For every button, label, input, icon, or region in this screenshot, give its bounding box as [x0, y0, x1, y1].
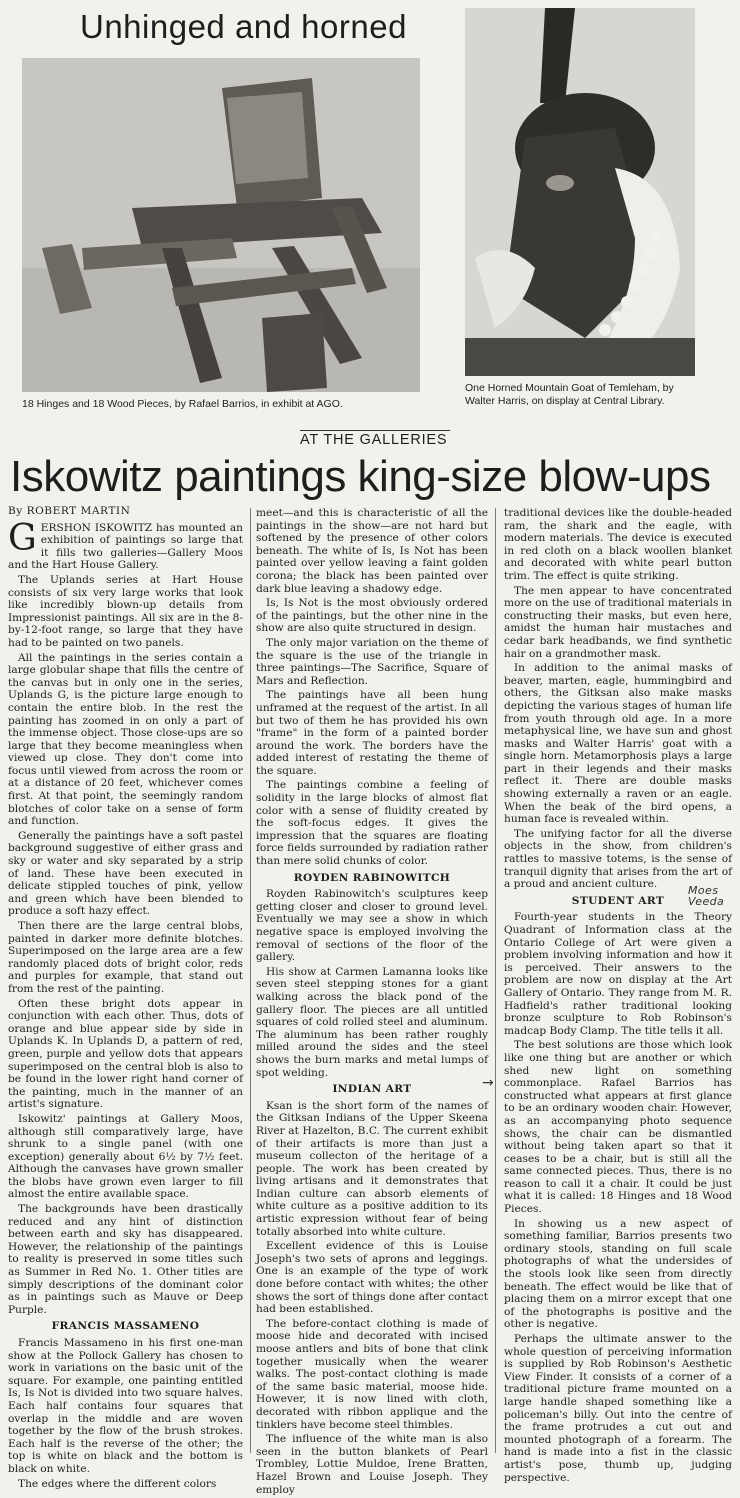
paragraph: His show at Carmen Lamanna looks like seven steel stepping stones for a giant walking across the black pond of the gallery floor. The pieces are all untitled squares of cold rolled steel and aluminum. The aluminum has been rather roughly milled around the sides and the steel shows the burn marks and metal lumps of spot welding.	[256, 965, 488, 1079]
paragraph: Fourth-year students in the Theory Quadrant of Information class at the Ontario College of Art were given a problem involving information and how it is perceived. Their answers to the problem are now on display at the Art Gallery of Ontario. They range from M. R. Hadfield's rather traditional looking bronze sculpture to Rob Robinson's madcap Body Clamp. The title tells it all.	[504, 911, 732, 1037]
paragraph: The best solutions are those which look like one thing but are another or which shed new light on something commonplace. Rafael Barrios has constructed what appears at first glance to be an ordinary wooden chair. However, as an accompanying photo sequence shows, the chair can be dismantled without being taken apart so that it ceases to be a chair, but is still all the same connected pieces. Thus, there is no reason to call it a chair. It could be just what it is called: 18 Hinges and 18 Wood Pieces.	[504, 1039, 732, 1216]
column-divider-1	[250, 508, 251, 1453]
column-divider-2	[495, 508, 496, 1453]
paragraph: traditional devices like the double-headed ram, the shark and the eagle, with modern materials. The device is executed in red cloth on a black woollen blanket and decorated with white pearl button trim. The effect is quite striking.	[504, 507, 732, 582]
paragraph: Excellent evidence of this is Louise Joseph's two sets of aprons and leggings. One is an example of the type of work done before contact with whites; the other shows the sort of things done after contact had been established.	[256, 1240, 488, 1316]
top-headline: Unhinged and horned	[80, 8, 407, 45]
photo-chair-sculpture	[22, 58, 420, 392]
paragraph: The unifying factor for all the diverse objects in the show, from children's rattles to massive totems, is the sense of tranquil dignity that arises from the art of a proud and ancient culture.	[504, 827, 732, 891]
paragraph: meet—and this is characteristic of all the paintings in the show—are not hard but softened by the presence of other colors beneath. The white of Is, Is Not has been painted over yellow leaving a faint golden corona; the black has been painted over dark blue leaving a shadowy edge.	[256, 507, 488, 595]
drop-cap: G	[8, 517, 37, 559]
paragraph: Perhaps the ultimate answer to the whole question of perceiving information is supplied by Rob Robinson's Aesthetic View Finder. It consists of a corner of a traditional picture frame mounted on a large handle shaped something like a policeman's billy. Out into the centre of the frame protrudes a cut out and mounted photograph of a forearm. The hand is made into a fist in the classic artist's pose, thumb up, judging perspective.	[504, 1333, 732, 1484]
paragraph: The Uplands series at Hart House consists of six very large works that look like incredibly blown-up details from Impressionist paintings. All six are in the 8- by-12-foot range, so large that they have had to be painted on two panels.	[8, 573, 243, 649]
paragraph: The paintings have all been hung unframed at the request of the artist. In all but two of them he has provided his own "frame" in the form of a painted border around the work. The borders have the added interest of restating the theme of the square.	[256, 689, 488, 777]
paragraph: The edges where the different colors	[18, 1477, 217, 1490]
chair-sculpture-image	[22, 58, 420, 392]
paragraph: Iskowitz' paintings at Gallery Moos, although still comparatively large, have shrunk to a single panel (with one exception) generally about 6½ by 7½ feet. Although the canvases have grown smaller the blobs have grown even larger to fill almost the entire available space.	[8, 1112, 243, 1201]
byline: By ROBERT MARTIN	[8, 505, 131, 517]
paragraph: The backgrounds have been drastically reduced and any hint of distinction between earth and sky has disappeared. However, the relationship of the paintings to reality is preserved in some titles such as Summer in Red No. 1. Other titles are simply descriptions of the dominant color as in paintings such as Mauve or Deep Purple.	[8, 1203, 243, 1316]
paragraph: All the paintings in the series contain a large globular shape that fills the centre of the canvas but in only one in the series, Uplands G, is the picture large enough to contain the entire blob. In the rest the painting has zoomed in on only a part of the immense object. Those close-ups are so large that they become meaningless when viewed up close. They don't come into focus until viewed from across the room or at a distance of 20 feet, whichever comes first. At that point, the seemingly random blotches of color take on a sense of form and function.	[8, 651, 243, 828]
section-label: AT THE GALLERIES	[300, 432, 448, 448]
photo-right-caption-2: Walter Harris, on display at Central Library.	[465, 395, 665, 407]
subheading-student-art: STUDENT ART Moes Veeda	[504, 895, 732, 908]
photo-right-caption-1: One Horned Mountain Goat of Temleham, by	[465, 382, 674, 394]
paragraph: Then there are the large central blobs, painted in darker more definite blotches. Superimposed on the large area are a few randomly placed dots of bright color, reds and purples for example, that stand out from the rest of the painting.	[8, 920, 243, 995]
photo-left-caption: 18 Hinges and 18 Wood Pieces, by Rafael Barrios, in exhibit at AGO.	[22, 398, 343, 410]
section-rule	[300, 430, 450, 431]
paragraph: In addition to the animal masks of beaver, marten, eagle, hummingbird and others, the Gitksan also make masks depicting the various stages of human life from youth through old age. In a more metaphysical line, we have sun and ghost masks and Walter Harris' goat with a single horn. Metamorphosis plays a large part in their legends and their masks reflect it. There are double masks showing externally a raven or an eagle. When the beak of the bird opens, a human face is revealed within.	[504, 662, 732, 826]
main-headline: Iskowitz paintings king-size blow-ups	[10, 452, 711, 501]
paragraph: Ksan is the short form of the names of the Gitksan Indians of the Upper Skeena River at Hazelton, B.C. The current exhibit of their artifacts is more than just a museum collecton of the heritage of a people. The work has been created by living artisans and it demonstrates that Indian culture can absorb elements of white culture as a positive addition to its artistic expression without fear of being totally absorbed into white culture.	[256, 1099, 488, 1238]
paragraph: Francis Massameno in his first one-man show at the Pollock Gallery has chosen to work in variations on the basic unit of the square. For example, one painting entitled Is, Is Not is divided into two square halves. Each half contains four squares that overlap in the middle and are woven together by the flow of the brush strokes. Each half is the reverse of the other; the top is white on black and the bottom is black on white.	[8, 1337, 243, 1475]
paragraph: Often these bright dots appear in conjunction with each other. Thus, dots of orange and blue appear side by side in Uplands K. In Uplands D, a pattern of red, green, purple and yellow dots that appears superimposed on the central blob is also to be found in the lower right hand corner of the painting, much in the manner of an artist's signature.	[8, 997, 243, 1111]
photo-goat-mask	[465, 8, 695, 376]
paragraph: The only major variation on the theme of the square is the use of the triangle in three paintings—The Sacrifice, Square of Mars and Reflection.	[256, 636, 488, 687]
subheading-massameno: FRANCIS MASSAMENO	[51, 1320, 200, 1333]
handwritten-arrow-icon: →	[482, 1075, 494, 1091]
paragraph: The paintings combine a feeling of solidity in the large blocks of almost flat color with a sense of fluidity created by the soft-focus edges. It gives the impression that the squares are floating force fields surrounded by radiation rather than mere solid chunks of color.	[256, 779, 488, 868]
article-column-2	[256, 507, 488, 1498]
paragraph: The influence of the white man is also seen in the button blankets of Pearl Trombley, Lottie Muldoe, Irene Bratten, Hazel Brown and Louise Joseph. They employ	[256, 1433, 488, 1496]
article-column-1	[8, 505, 243, 1492]
paragraph: In showing us a new aspect of something familiar, Barrios presents two ordinary stools, standing on full scale photographs of what the undersides of the stools look like seen from directly beneath. The effect would be like that of placing them on a mirror except that one of the photographs is positive and the other is negative.	[504, 1217, 732, 1331]
paragraph: GERSHON ISKOWITZ has mounted an exhibition of paintings so large that it fills two galleries—Gallery Moos and the Hart House Gallery.	[8, 517, 243, 572]
paragraph: The men appear to have concentrated more on the use of traditional materials in constructing their masks, but even here, amidst the human hair mustaches and cedar bark headbands, we find synthetic hair on a grandmother mask.	[504, 584, 732, 660]
paragraph: The before-contact clothing is made of moose hide and decorated with incised moose antlers and bits of bone that clink together musically when the wearer walks. The post-contact clothing is made of the same basic material, moose hide. However, it is now lined with cloth, decorated with ribbon applique and the tinklers have become steel thimbles.	[256, 1317, 488, 1431]
article-column-3	[504, 507, 732, 1486]
paragraph: Is, Is Not is the most obviously ordered of the paintings, but the other nine in the show are also quite structured in design.	[256, 597, 488, 635]
paragraph: Royden Rabinowitch's sculptures keep getting closer and closer to ground level. Eventually we may see a show in which negative space is employed involving the removal of sections of the floor of the gallery.	[256, 888, 488, 964]
goat-mask-image	[465, 8, 695, 376]
handwritten-note: Moes Veeda	[688, 883, 725, 908]
subheading-indian-art: INDIAN ART	[332, 1083, 412, 1096]
paragraph: Generally the paintings have a soft pastel background suggestive of either grass and sky or water and sky separated by a strip of land. These have been executed in delicate stippled touches of pink, yellow and green which have been blended to produce a soft hazy effect.	[8, 829, 243, 918]
subheading-rabinowitch: ROYDEN RABINOWITCH	[293, 871, 451, 884]
